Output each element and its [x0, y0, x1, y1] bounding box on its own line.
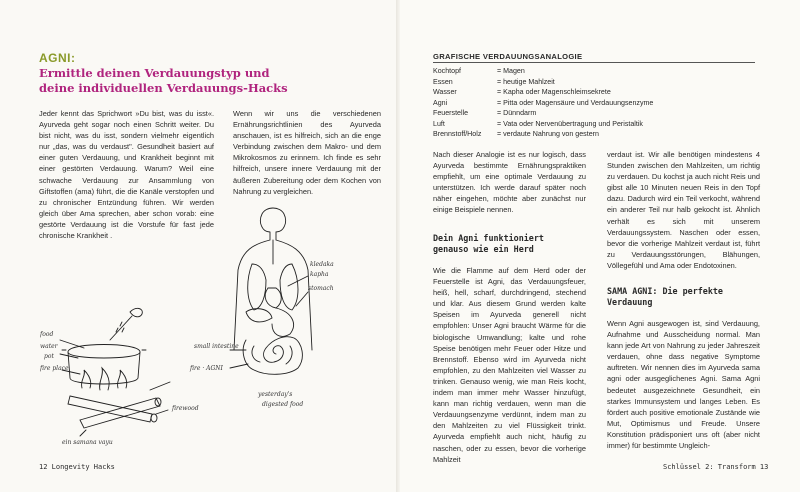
- analogy-row: Wasser = Kapha oder Magenschleimsekrete: [433, 88, 611, 96]
- headline-line-1: Ermittle deinen Verdauungstyp und: [39, 66, 270, 80]
- paragraph: Jeder kennt das Sprichwort »Du bist, was du isst«. Ayurveda geht sogar noch einen Schritt weiter. Du bist nicht, was du isst, sondern vielmehr eigentlich nur „das, was du verdaust". Gesundheit basiert auf einer guten Verdauung, und Krankheit beginnt mit einer gestörten Verdauung. Warum? Weil eine schwache Verdauung zur Ansammlung von Giftstoffen (ama) führt, die die Kanäle verstopfen und zu chronischer Entzündung führen. Wir werden gleich über Ama sprechen, aber schon vorab: eine gestörte Verdauung ist die Vorstufe für fast jede chronische Krankheit .: [39, 109, 214, 241]
- analogy-list: [433, 66, 653, 140]
- label-small-intestine: small intestine: [194, 343, 239, 350]
- subheading-sama-agni: SAMA AGNI: Die perfekte Verdauung: [607, 286, 723, 307]
- analogy-row: Luft = Vata oder Nervenübertragung und Peristaltik: [433, 119, 643, 128]
- paragraph: Wenn wir uns die verschiedenen Ernährungsrichtlinien des Ayurveda anschauen, ist es hilfreich, sich an die enge Verbindung zwischen dem Makro- und dem Mikrokosmos zu erinnern. Ich finde es sehr hilfreich, unsere innere Verdauung mit der äußeren Zubereitung oder dem Kochen von Nahrung zu vergleichen.: [233, 109, 381, 196]
- body-column-2: [233, 108, 381, 197]
- label-samana-vayu: ein samana vayu: [62, 439, 113, 446]
- analogy-row: Kochtopf = Magen: [433, 67, 525, 75]
- analogy-row: Agni = Pitta oder Magensäure und Verdauungsenzyme: [433, 98, 654, 107]
- label-fire-place: fire place: [40, 365, 69, 372]
- label-stomach: stomach: [308, 285, 334, 292]
- right-page: [400, 0, 800, 492]
- subheading-agni-herd: Dein Agni funktioniert genauso wie ein Herd: [433, 233, 544, 254]
- label-firewood: firewood: [172, 405, 199, 412]
- label-yesterdays: yesterday's: [258, 391, 293, 398]
- body-column-right-top: verdaut ist. Wir alle benötigen mindestens 4 Stunden zwischen den Mahlzeiten, um richtig zu verdauen. Du kochst ja auch nicht Reis und gibst alle 10 Minuten neuen Reis in den Topf dazu. Dadurch wird ein Teil verkocht, während ein anderer Teil nur halb gekocht ist. Ähnlich verhält es sich mit unserem Verdauungssystem. Naschen oder essen, bevor die vorherige Mahlzeit verdaut ist, führt zu Verdauungsstörungen, Blähungen, Völlegefühl und Ama oder Endotoxinen.: [607, 150, 760, 270]
- label-food: food: [40, 331, 54, 338]
- label-digested-food: digested food: [262, 401, 304, 408]
- analogy-row: Essen = heutige Mahlzeit: [433, 77, 555, 86]
- label-kapha: kapha: [310, 271, 329, 278]
- body-column-right-bottom: Wenn Agni ausgewogen ist, sind Verdauung, Aufnahme und Ausscheidung normal. Man kann jede Art von Nahrung zu jeder Jahreszeit verdauen, ohne dass negative Symptome auftreten. Wir nennen dies im Ayurveda sama agni oder ausgeglichenes Agni. Sama Agni bedeutet ausgezeichnete Gesundheit, ein starkes Immunsystem und langes Leben. Es fördert auch positive emotionale Zustände wie Mut, Optimismus und Freude. Unsere Konstitution prädisponiert uns oft (aber nicht immer) für bestimmte Ungleich-: [607, 319, 760, 451]
- label-kledaka: kledaka: [310, 261, 334, 268]
- intro-paragraph-left: Nach dieser Analogie ist es nur logisch, dass Ayurveda bestimmte Ernährungspraktiken empfiehlt, um eine optimale Verdauung zu unterstützen. Ich werde darauf später noch näher eingehen, möchte aber zunächst nur einige Beispiele nennen.: [433, 150, 586, 215]
- label-fire-agni: fire · AGNI: [190, 365, 223, 372]
- body-column-left: Wie die Flamme auf dem Herd oder der Feuerstelle ist Agni, das Verdauungsfeuer, heiß, hell, scharf, durchdringend, stechend und klar. Aus diesem Grund werden kalte Speisen im Ayurveda generell nicht empfohlen: Unser Agni braucht Wärme für die biologische Umwandlung; kalte und rohe Speise benötigen mehr Feuer oder Hitze und Brennstoff. Ebenso wird im Ayurveda nicht empfohlen, zu den Mahlzeiten viel Wasser zu trinken. Genauso wenig, wie man Reis kocht, indem man immer mehr Wasser hinzufügt, kann man richtig verdauen, wenn man die Verdauungsenzyme verdünnt, indem man zu den Mahlzeiten zu viel Flüssigkeit trinkt. Ayurveda empfiehlt auch nicht, häufig zu naschen, oder zu essen, bevor die vorherige Mahlzeit: [433, 266, 586, 464]
- headline-line-2: deine individuellen Verdauungs-Hacks: [39, 81, 288, 95]
- digestion-illustration: [40, 200, 340, 450]
- label-pot: pot: [44, 353, 54, 360]
- folio-right: Schlüssel 2: Transform 13: [663, 463, 769, 471]
- folio-left: 12 Longevity Hacks: [39, 463, 115, 471]
- label-water: water: [40, 343, 58, 350]
- analogy-row: Feuerstelle = Dünndarm: [433, 109, 537, 117]
- chapter-headline: [39, 66, 339, 96]
- analogy-title: GRAFISCHE VERDAUUNGSANALOGIE: [433, 52, 755, 63]
- section-label: AGNI:: [39, 51, 76, 65]
- analogy-row: Brennstoff/Holz = verdaute Nahrung von gestern: [433, 130, 599, 138]
